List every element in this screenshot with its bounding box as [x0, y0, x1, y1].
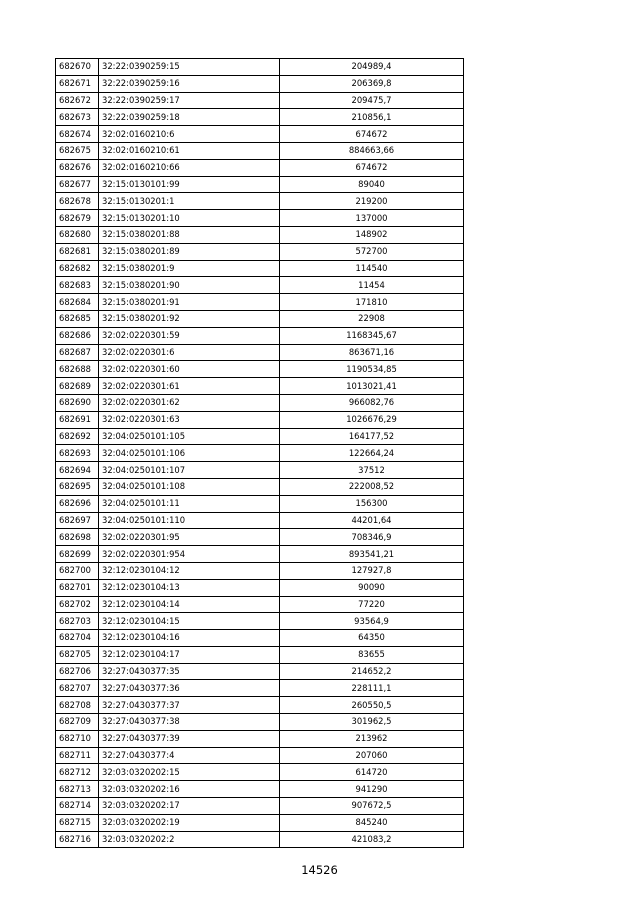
row-id-cell: 682683 [56, 277, 99, 294]
row-id-cell: 682694 [56, 462, 99, 479]
table-row [56, 646, 464, 663]
value-cell: 941290 [280, 781, 464, 798]
value-cell: 83655 [280, 646, 464, 663]
value-cell: 260550,5 [280, 697, 464, 714]
value-cell: 114540 [280, 260, 464, 277]
cadastral-number-cell: 32:02:0160210:6 [99, 126, 280, 143]
cadastral-number-cell: 32:12:0230104:14 [99, 596, 280, 613]
cadastral-number-cell: 32:04:0250101:108 [99, 478, 280, 495]
cadastral-number-cell: 32:02:0220301:95 [99, 529, 280, 546]
value-cell: 219200 [280, 193, 464, 210]
cadastral-number-cell: 32:02:0220301:63 [99, 411, 280, 428]
row-id-cell: 682679 [56, 210, 99, 227]
row-id-cell: 682715 [56, 814, 99, 831]
value-cell: 214652,2 [280, 663, 464, 680]
table-row [56, 663, 464, 680]
table-body [56, 59, 464, 848]
value-cell: 222008,52 [280, 478, 464, 495]
cadastral-number-cell: 32:02:0160210:61 [99, 142, 280, 159]
value-cell: 210856,1 [280, 109, 464, 126]
table-row [56, 529, 464, 546]
value-cell: 171810 [280, 294, 464, 311]
table-row [56, 394, 464, 411]
value-cell: 893541,21 [280, 546, 464, 563]
table-row [56, 546, 464, 563]
row-id-cell: 682710 [56, 730, 99, 747]
cadastral-number-cell: 32:02:0220301:954 [99, 546, 280, 563]
row-id-cell: 682676 [56, 159, 99, 176]
value-cell: 11454 [280, 277, 464, 294]
cadastral-number-cell: 32:22:0390259:18 [99, 109, 280, 126]
value-cell: 614720 [280, 764, 464, 781]
row-id-cell: 682696 [56, 495, 99, 512]
row-id-cell: 682684 [56, 294, 99, 311]
row-id-cell: 682687 [56, 344, 99, 361]
row-id-cell: 682680 [56, 226, 99, 243]
table-row [56, 176, 464, 193]
value-cell: 44201,64 [280, 512, 464, 529]
table-row [56, 193, 464, 210]
value-cell: 1190534,85 [280, 361, 464, 378]
value-cell: 148902 [280, 226, 464, 243]
row-id-cell: 682712 [56, 764, 99, 781]
row-id-cell: 682690 [56, 394, 99, 411]
row-id-cell: 682713 [56, 781, 99, 798]
table-row [56, 75, 464, 92]
cadastral-number-cell: 32:04:0250101:11 [99, 495, 280, 512]
value-cell: 572700 [280, 243, 464, 260]
cadastral-number-cell: 32:22:0390259:16 [99, 75, 280, 92]
value-cell: 708346,9 [280, 529, 464, 546]
value-cell: 37512 [280, 462, 464, 479]
table-row [56, 680, 464, 697]
table-row [56, 59, 464, 76]
table-row [56, 714, 464, 731]
cadastral-number-cell: 32:02:0220301:60 [99, 361, 280, 378]
cadastral-number-cell: 32:12:0230104:16 [99, 630, 280, 647]
cadastral-number-cell: 32:15:0380201:9 [99, 260, 280, 277]
cadastral-number-cell: 32:03:0320202:15 [99, 764, 280, 781]
cadastral-number-cell: 32:03:0320202:2 [99, 831, 280, 848]
row-id-cell: 682700 [56, 562, 99, 579]
cadastral-number-cell: 32:15:0380201:92 [99, 310, 280, 327]
table-row [56, 814, 464, 831]
row-id-cell: 682671 [56, 75, 99, 92]
row-id-cell: 682705 [56, 646, 99, 663]
table-row [56, 277, 464, 294]
table-row [56, 747, 464, 764]
cadastral-number-cell: 32:04:0250101:110 [99, 512, 280, 529]
cadastral-number-cell: 32:27:0430377:36 [99, 680, 280, 697]
value-cell: 674672 [280, 126, 464, 143]
value-cell: 90090 [280, 579, 464, 596]
row-id-cell: 682685 [56, 310, 99, 327]
value-cell: 77220 [280, 596, 464, 613]
value-cell: 1168345,67 [280, 327, 464, 344]
row-id-cell: 682704 [56, 630, 99, 647]
value-cell: 22908 [280, 310, 464, 327]
table-row [56, 92, 464, 109]
row-id-cell: 682708 [56, 697, 99, 714]
row-id-cell: 682698 [56, 529, 99, 546]
value-cell: 207060 [280, 747, 464, 764]
value-cell: 1026676,29 [280, 411, 464, 428]
value-cell: 674672 [280, 159, 464, 176]
table-row [56, 428, 464, 445]
table-row [56, 613, 464, 630]
row-id-cell: 682702 [56, 596, 99, 613]
table-row [56, 478, 464, 495]
value-cell: 966082,76 [280, 394, 464, 411]
value-cell: 89040 [280, 176, 464, 193]
value-cell: 863671,16 [280, 344, 464, 361]
table-row [56, 831, 464, 848]
value-cell: 907672,5 [280, 798, 464, 815]
table-row [56, 260, 464, 277]
value-cell: 228111,1 [280, 680, 464, 697]
table-row [56, 798, 464, 815]
cadastral-number-cell: 32:27:0430377:37 [99, 697, 280, 714]
row-id-cell: 682670 [56, 59, 99, 76]
row-id-cell: 682711 [56, 747, 99, 764]
value-cell: 421083,2 [280, 831, 464, 848]
table-row [56, 579, 464, 596]
table-row [56, 126, 464, 143]
cadastral-table [55, 58, 464, 848]
cadastral-number-cell: 32:27:0430377:38 [99, 714, 280, 731]
value-cell: 209475,7 [280, 92, 464, 109]
value-cell: 64350 [280, 630, 464, 647]
cadastral-number-cell: 32:04:0250101:106 [99, 445, 280, 462]
table-row [56, 361, 464, 378]
cadastral-number-cell: 32:02:0220301:6 [99, 344, 280, 361]
row-id-cell: 682674 [56, 126, 99, 143]
row-id-cell: 682691 [56, 411, 99, 428]
row-id-cell: 682716 [56, 831, 99, 848]
table-row [56, 445, 464, 462]
table-row [56, 495, 464, 512]
row-id-cell: 682714 [56, 798, 99, 815]
table-row [56, 596, 464, 613]
table-row [56, 697, 464, 714]
row-id-cell: 682703 [56, 613, 99, 630]
cadastral-number-cell: 32:03:0320202:17 [99, 798, 280, 815]
table-row [56, 327, 464, 344]
cadastral-number-cell: 32:15:0380201:88 [99, 226, 280, 243]
value-cell: 1013021,41 [280, 378, 464, 395]
cadastral-number-cell: 32:12:0230104:12 [99, 562, 280, 579]
value-cell: 137000 [280, 210, 464, 227]
row-id-cell: 682692 [56, 428, 99, 445]
cadastral-number-cell: 32:12:0230104:15 [99, 613, 280, 630]
row-id-cell: 682673 [56, 109, 99, 126]
cadastral-number-cell: 32:27:0430377:39 [99, 730, 280, 747]
row-id-cell: 682695 [56, 478, 99, 495]
cadastral-number-cell: 32:03:0320202:16 [99, 781, 280, 798]
cadastral-number-cell: 32:02:0220301:61 [99, 378, 280, 395]
table-row [56, 142, 464, 159]
row-id-cell: 682693 [56, 445, 99, 462]
value-cell: 301962,5 [280, 714, 464, 731]
table-row [56, 630, 464, 647]
table-row [56, 243, 464, 260]
row-id-cell: 682709 [56, 714, 99, 731]
row-id-cell: 682682 [56, 260, 99, 277]
cadastral-number-cell: 32:27:0430377:35 [99, 663, 280, 680]
cadastral-number-cell: 32:12:0230104:13 [99, 579, 280, 596]
cadastral-number-cell: 32:12:0230104:17 [99, 646, 280, 663]
table-row [56, 344, 464, 361]
row-id-cell: 682672 [56, 92, 99, 109]
cadastral-number-cell: 32:02:0160210:66 [99, 159, 280, 176]
table-row [56, 512, 464, 529]
table-row [56, 294, 464, 311]
cadastral-number-cell: 32:15:0130101:99 [99, 176, 280, 193]
cadastral-number-cell: 32:15:0130201:1 [99, 193, 280, 210]
cadastral-number-cell: 32:22:0390259:15 [99, 59, 280, 76]
row-id-cell: 682701 [56, 579, 99, 596]
cadastral-number-cell: 32:02:0220301:62 [99, 394, 280, 411]
row-id-cell: 682688 [56, 361, 99, 378]
value-cell: 122664,24 [280, 445, 464, 462]
cadastral-number-cell: 32:15:0130201:10 [99, 210, 280, 227]
row-id-cell: 682707 [56, 680, 99, 697]
table-row [56, 310, 464, 327]
row-id-cell: 682697 [56, 512, 99, 529]
table-row [56, 378, 464, 395]
value-cell: 845240 [280, 814, 464, 831]
table-row [56, 159, 464, 176]
row-id-cell: 682686 [56, 327, 99, 344]
row-id-cell: 682681 [56, 243, 99, 260]
value-cell: 213962 [280, 730, 464, 747]
page-number: 14526 [301, 863, 338, 877]
cadastral-number-cell: 32:22:0390259:17 [99, 92, 280, 109]
table-row [56, 562, 464, 579]
table-row [56, 781, 464, 798]
table-row [56, 210, 464, 227]
row-id-cell: 682706 [56, 663, 99, 680]
cadastral-number-cell: 32:27:0430377:4 [99, 747, 280, 764]
cadastral-number-cell: 32:15:0380201:89 [99, 243, 280, 260]
value-cell: 206369,8 [280, 75, 464, 92]
table-row [56, 226, 464, 243]
row-id-cell: 682678 [56, 193, 99, 210]
table-row [56, 109, 464, 126]
row-id-cell: 682689 [56, 378, 99, 395]
row-id-cell: 682675 [56, 142, 99, 159]
value-cell: 164177,52 [280, 428, 464, 445]
cadastral-number-cell: 32:03:0320202:19 [99, 814, 280, 831]
row-id-cell: 682699 [56, 546, 99, 563]
value-cell: 204989,4 [280, 59, 464, 76]
table-row [56, 764, 464, 781]
cadastral-number-cell: 32:04:0250101:105 [99, 428, 280, 445]
cadastral-number-cell: 32:15:0380201:90 [99, 277, 280, 294]
cadastral-number-cell: 32:04:0250101:107 [99, 462, 280, 479]
table-row [56, 462, 464, 479]
table-row [56, 411, 464, 428]
value-cell: 127927,8 [280, 562, 464, 579]
table-row [56, 730, 464, 747]
value-cell: 93564,9 [280, 613, 464, 630]
row-id-cell: 682677 [56, 176, 99, 193]
cadastral-number-cell: 32:15:0380201:91 [99, 294, 280, 311]
value-cell: 156300 [280, 495, 464, 512]
value-cell: 884663,66 [280, 142, 464, 159]
cadastral-number-cell: 32:02:0220301:59 [99, 327, 280, 344]
